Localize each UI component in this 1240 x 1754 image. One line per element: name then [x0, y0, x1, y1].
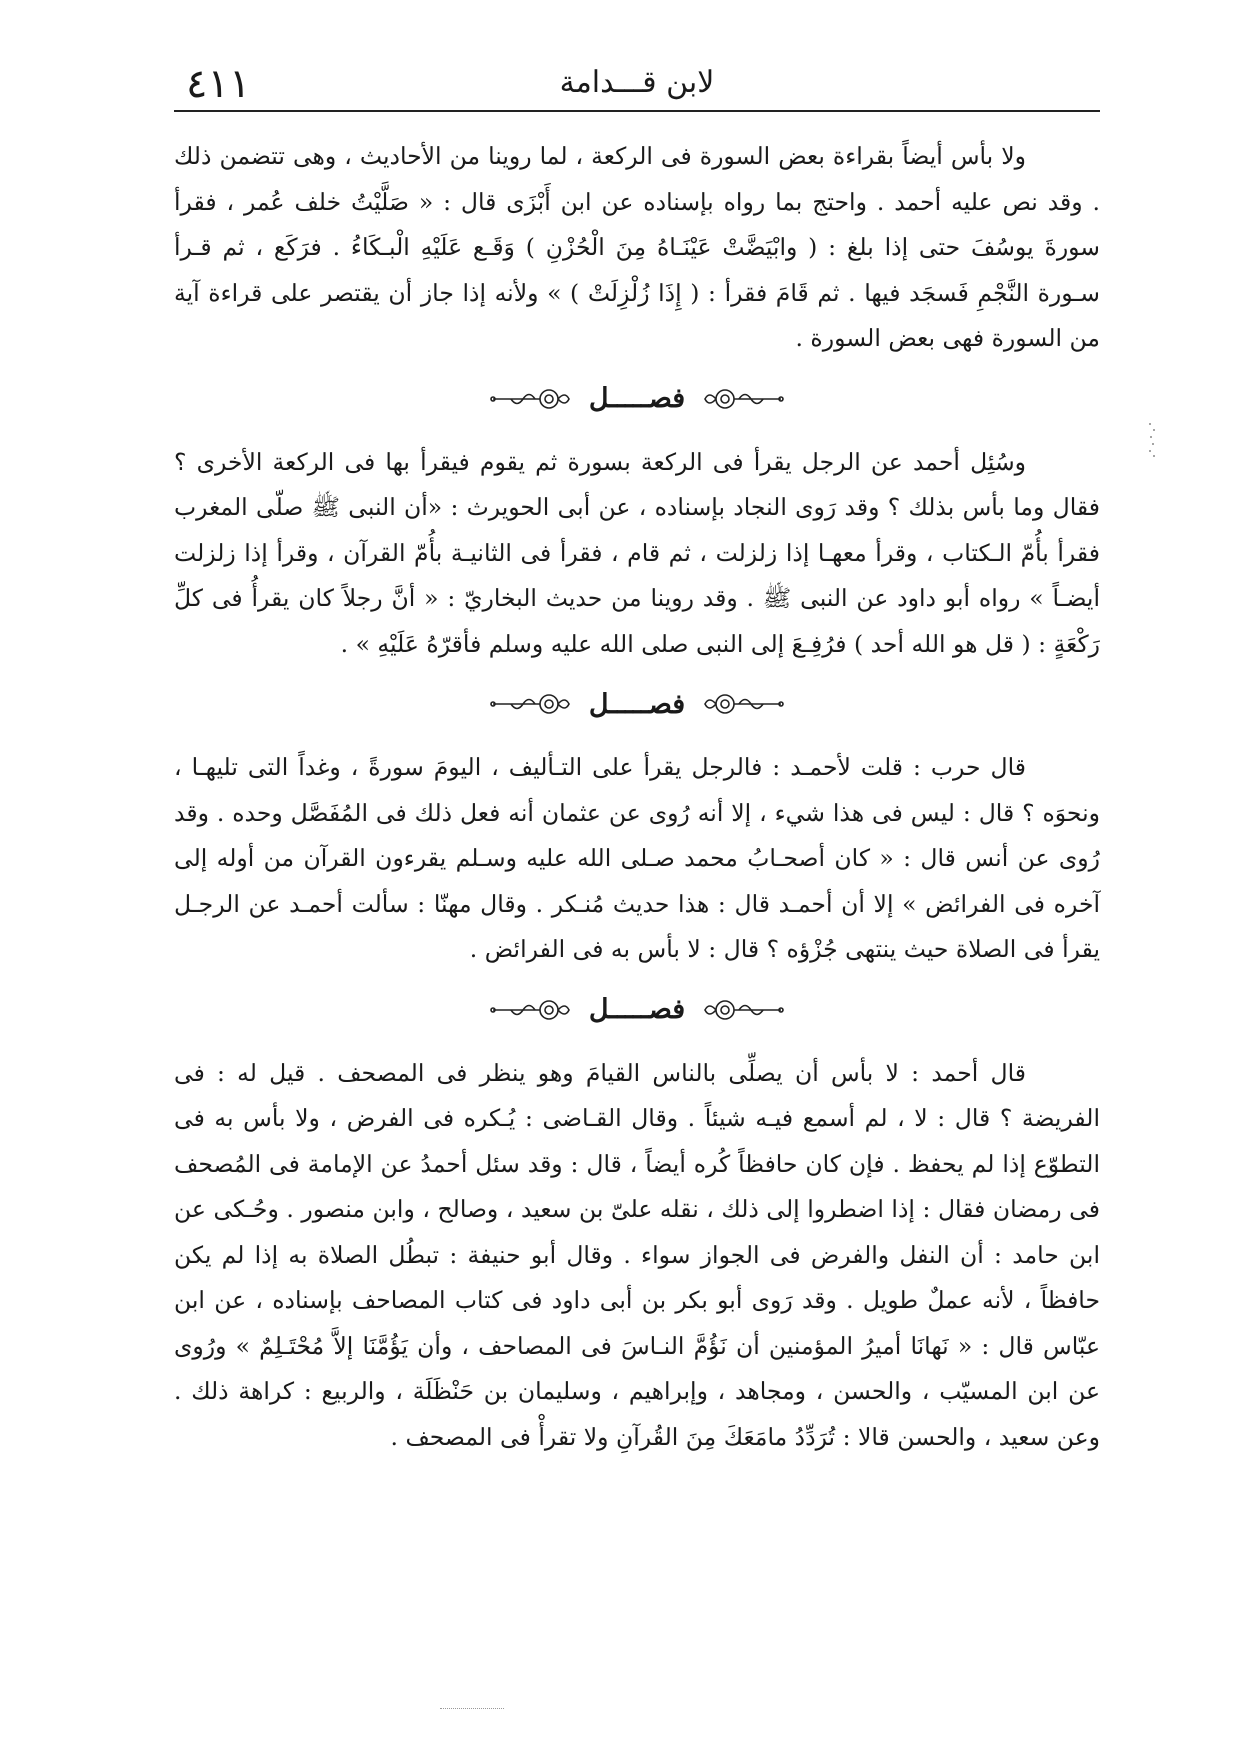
paragraph: قال حرب : قلت لأحمـد : فالرجل يقرأ على التـأليف ، اليومَ سورةً ، وغداً التى تليهـا ، ونحوَه ؟ قال : ليس فى هذا شيء ، إلا أنه رُوى عن عثمان أنه فعل ذلك فى المُفَصَّل وحده . وقد رُوى عن أنس قال : « كان أصحـابُ محمد صـلى الله عليه وسـلم يقرءون القرآن من أوله إلى آخره فى الفرائض » إلا أن أحمـد قال : هذا حديث مُنـكر . وقال مهنّا : سألت أحمـد عن الرجـل يقرأ فى الصلاة حيث ينتهى جُزْؤه ؟ قال : لا بأس به فى الفرائض . — [174, 753, 1100, 963]
ornament-icon — [703, 686, 785, 722]
ornament-icon — [489, 992, 571, 1028]
book-page — [174, 60, 1100, 1700]
section-heading — [174, 673, 1100, 735]
page-body — [174, 134, 1100, 1460]
section-heading-label: فصـــــل — [588, 383, 686, 414]
ornament-icon — [703, 992, 785, 1028]
margin-dots — [1146, 420, 1158, 460]
header-rule — [174, 110, 1100, 112]
page-header — [174, 60, 1100, 116]
paragraph: وسُئِل أحمد عن الرجل يقرأ فى الركعة بسورة ثم يقوم فيقرأ بها فى الركعة الأخرى ؟ فقال وما بأس بذلك ؟ وقد رَوى النجاد بإسناده ، عن أبى الحويرث : «أن النبى ﷺ صلّى المغرب فقرأ بأُمّ الـكتاب ، وقرأ معهـا إذا زلزلت ، ثم قام ، فقرأ فى الثانيـة بأُمّ القرآن ، وقرأ إذا زلزلت أيضـاً » رواه أبو داود عن النبى ﷺ . وقد روينا من حديث البخاريّ : « أنَّ رجلاً كان يقرأُ فى كلِّ رَكْعَةٍ : ( قل هو الله أحد ) فرُفِـعَ إلى النبى صلى الله عليه وسلم فأقرّهُ عَلَيْهِ » . — [174, 447, 1100, 658]
ornament-icon — [489, 686, 571, 722]
ornament-icon — [489, 381, 571, 417]
section-heading — [174, 979, 1100, 1041]
section-heading — [174, 368, 1100, 430]
page-number: ٤١١ — [186, 61, 251, 107]
running-title: لابن قـــدامة — [559, 65, 715, 100]
footer-dots — [440, 1708, 504, 1709]
paragraph: ولا بأس أيضاً بقراءة بعض السورة فى الركعة ، لما روينا من الأحاديث ، وهى تتضمن ذلك . وقد نص عليه أحمد . واحتج بما رواه بإسناده عن ابن أَبْزَى قال : « صَلَّيْتُ خلف عُمر ، فقرأ سورةَ يوسُفَ حتى إذا بلغ : ( وابْيَضَّتْ عَيْنَـاهُ مِنَ الْحُزْنِ ) وَقَـع عَلَيْهِ الْبـكَاءُ . فرَكَع ، ثم قـرأ سـورة النَّجْمِ فَسجَد فيها . ثم قَامَ فقرأ : ( إِذَا زُلْزِلَتْ ) » ولأنه إذا جاز أن يقتصر على قراءة آية من السورة فهى بعض السورة . — [174, 142, 1100, 352]
ornament-icon — [703, 381, 785, 417]
paragraph: قال أحمد : لا بأس أن يصلِّى بالناس القيامَ وهو ينظر فى المصحف . قيل له : فى الفريضة ؟ قال : لا ، لم أسمع فيـه شيئاً . وقال القـاضى : يُـكره فى الفرض ، ولا بأس به فى التطوّع إذا لم يحفظ . فإن كان حافظاً كُره أيضاً ، قال : وقد سئل أحمدُ عن الإمامة فى المُصحف فى رمضان فقال : إذا اضطروا إلى ذلك ، نقله علىّ بن سعيد ، وصالح ، وابن منصور . وحُـكى عن ابن حامد : أن النفل والفرض فى الجواز سواء . وقال أبو حنيفة : تبطُل الصلاة به إذا لم يكن حافظاً ، لأنه عملٌ طويل . وقد رَوى أبو بكر بن أبى داود فى كتاب المصاحف بإسناده ، عن ابن عبّاس قال : « نَهانَا أميرُ المؤمنين أن نَؤُمَّ النـاسَ فى المصاحف ، وأن يَؤُمَّنَا إلاَّ مُحْتَـلِمٌ » ورُوى عن ابن المسيّب ، والحسن ، ومجاهد ، وإبراهيم ، وسليمان بن حَنْظَلَة ، والربيع : كراهة ذلك . وعن سعيد ، والحسن قالا : تُرَدِّدُ مامَعَكَ مِنَ القُرآنِ ولا تقرأْ فى المصحف . — [174, 1058, 1100, 1451]
section-heading-label: فصـــــل — [588, 994, 686, 1025]
section-heading-label: فصـــــل — [588, 688, 686, 720]
